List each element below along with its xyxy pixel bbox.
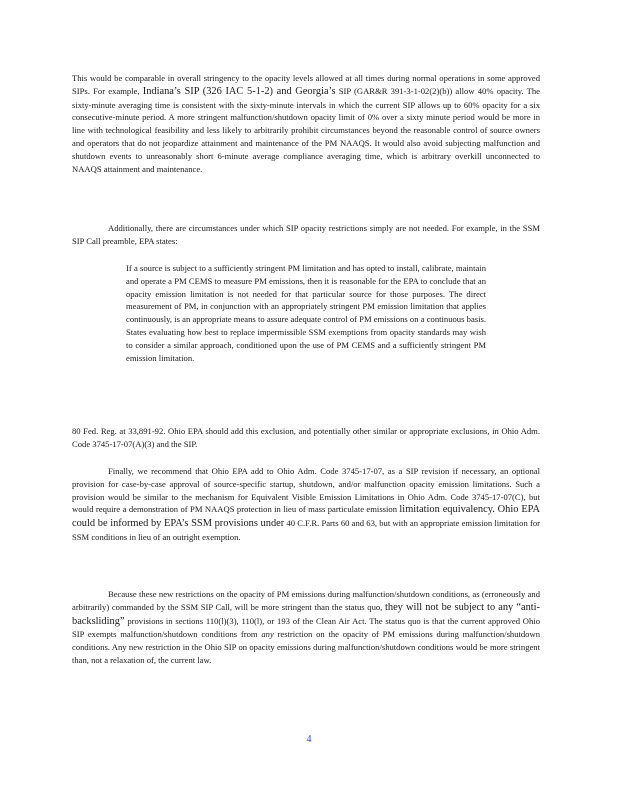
paragraph-text: Because these new restrictions on the opacity of PM emissions during malfunction/shutdown conditions, as (erroneously and arbitrarily) commanded by the SSM SIP Call, will be more stringent than the status quo, (72, 589, 540, 612)
paragraph-text: 80 Fed. Reg. at 33,891-92. Ohio EPA should add this exclusion, and potentially other similar or appropriate exclusions, in Ohio Adm. Code 3745-17-07(A)(3) and the SIP. (72, 426, 540, 449)
page-number: 4 (306, 734, 312, 745)
paragraph-text: restriction on the opacity of PM emissions during malfunction/shutdown conditions. Any new restriction in the Ohio SIP on opacity emissions during malfunction/shutdown conditions would be more stringent than, not a relaxation of, the current law. (72, 629, 540, 665)
paragraph-text-large: they will not be subject to any “anti-backsliding” (72, 601, 540, 627)
paragraph-text: Additionally, there are circumstances under which SIP opacity restrictions simply are not needed. For example, in the SSM SIP Call preamble, EPA states: (72, 223, 540, 246)
paragraph-text: Finally, we recommend that Ohio EPA add to Ohio Adm. Code 3745-17-07, as a SIP revision if necessary, an optional provision for case-by-case approval of source-specific startup, shutdown, and/or malfunction opacity emission limitations. Such a provision would be similar to the mechanism for Equivalent Visible Emission Limitations in Ohio Adm. Code 3745-17-07(C), but would require a demonstration of PM NAAQS protection in lieu of mass particulate emission (72, 466, 540, 515)
paragraph-text-large: Indiana’s SIP (326 IAC 5-1-2) and Georgia’s (142, 85, 336, 97)
paragraph-text: This would be comparable in overall stringency to the opacity levels allowed at all times during normal operations in some approved SIPs. For example, (72, 73, 540, 96)
block-quote-ssm-preamble (126, 262, 486, 364)
paragraph-text: 40 C.F.R. Parts 60 and 63, but with an appropriate emission limitation for SSM conditions in lieu of an outright exemption. (72, 518, 541, 542)
paragraph-because (72, 588, 540, 667)
paragraph-text: provisions in sections 110(l)(3), 110(l), or 193 of the Clean Air Act. The status quo is that the current approved Ohio SIP exempts malfunction/shutdown conditions from (72, 615, 540, 640)
paragraph-comparable-stringency (72, 72, 540, 175)
quote-text: If a source is subject to a sufficiently stringent PM limitation and has opted to install, calibrate, maintain and operate a PM CEMS to measure PM emissions, then it is reasonable for the EPA to conclude that an opacity emission limitation is not needed for that particular source for those purposes. The direct measurement of PM, in conjunction with an appropriately stringent PM emission limitation that applies continuously, is an appropriate means to assure adequate control of PM emissions on a continuous basis. States evaluating how best to replace impermissible SSM exemptions from opacity standards may wish to consider a similar approach, conditioned upon the use of PM CEMS and a sufficiently stringent PM emission limitation. (126, 263, 486, 363)
paragraph-text: SIP (GAR&R 391-3-1-02(2)(b)) allow 40% opacity. The sixty-minute averaging time is consistent with the sixty-minute intervals in which the current SIP allows up to 60% opacity for a six consecutive-minute period. A more stringent malfunction/shutdown opacity limit of 0% over a sixty minute period would be more in line with technological feasibility and less likely to arbitrarily prohibit circumstances beyond the reasonable control of source owners and operators that do not jeopardize attainment and maintenance of the PM NAAQS. It would also avoid subjecting malfunction and shutdown events to unreasonably short 6-minute average compliance averaging time, which is arbitrary overkill unconnected to NAAQS attainment and maintenance. (72, 85, 540, 174)
emphasis-any: any (261, 629, 274, 640)
paragraph-fed-reg-citation (72, 425, 540, 451)
paragraph-text-large: limitation equivalency. Ohio EPA could be informed by EPA’s SSM provisions under (72, 504, 541, 530)
paragraph-finally (72, 465, 540, 544)
paragraph-additionally (72, 222, 540, 248)
